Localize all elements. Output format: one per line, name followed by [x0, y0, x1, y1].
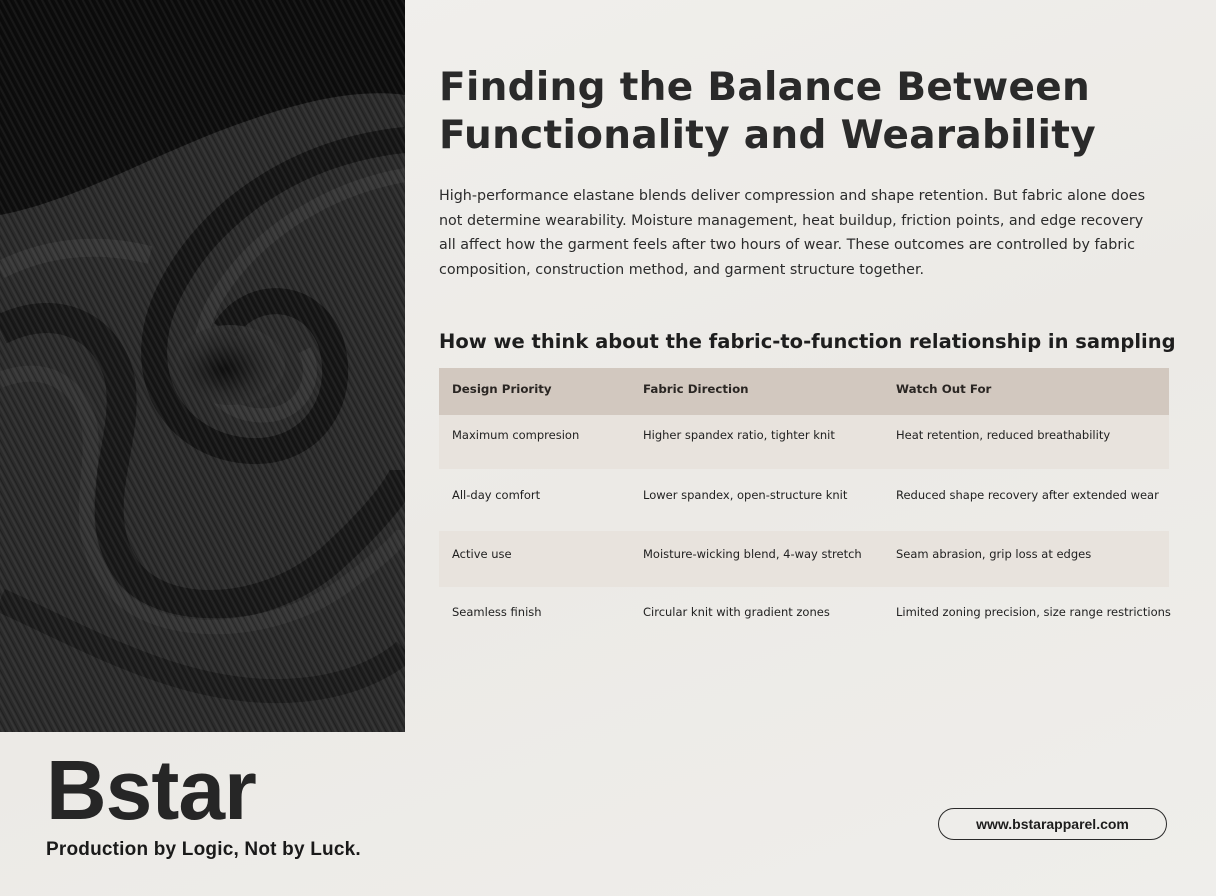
table-cell: Circular knit with gradient zones [643, 605, 830, 619]
table-cell: Heat retention, reduced breathability [896, 428, 1111, 442]
table-cell: Maximum compresion [452, 428, 580, 442]
intro-paragraph: High-performance elastane blends deliver compression and shape retention. But fabric alone does not determine wearability. Moisture management, heat buildup, friction points, and edge recovery all affect how the garment feels after two hours of wear. These outcomes are controlled by fabric composition, construction method, and garment structure together. [439, 188, 1146, 278]
header-fabric-direction: Fabric Direction [643, 382, 749, 396]
table-cell: Lower spandex, open-structure knit [643, 488, 848, 502]
table-header-row [439, 368, 1169, 415]
table-cell: All-day comfort [452, 488, 541, 502]
table-cell: Seamless finish [452, 605, 542, 619]
table-cell: Moisture-wicking blend, 4-way stretch [643, 547, 862, 561]
section-subheading: How we think about the fabric-to-function relationship in sampling [439, 330, 1176, 353]
table-row [439, 415, 1169, 469]
website-link-button[interactable]: www.bstarapparel.com [938, 808, 1167, 840]
black-knit-fabric-photo [0, 0, 405, 732]
title-line-1: Finding the Balance Between [439, 65, 1091, 110]
table-cell: Seam abrasion, grip loss at edges [896, 547, 1092, 561]
brand-tagline: Production by Logic, Not by Luck. [46, 839, 361, 860]
table-row [439, 587, 1169, 643]
header-design-priority: Design Priority [452, 382, 552, 396]
brand-block [46, 743, 361, 861]
table-cell: Higher spandex ratio, tighter knit [643, 428, 835, 442]
table-cell: Limited zoning precision, size range restrictions [896, 605, 1171, 619]
article-content [439, 64, 1179, 353]
page-title [439, 64, 1179, 160]
title-line-2: Functionality and Wearability [439, 113, 1096, 158]
header-watch-out-for: Watch Out For [896, 382, 992, 396]
table-cell: Active use [452, 547, 512, 561]
table-cell: Reduced shape recovery after extended wear [896, 488, 1159, 502]
fabric-function-table [439, 368, 1169, 643]
table-row [439, 531, 1169, 587]
table-row [439, 469, 1169, 531]
brand-logo: Bstar [46, 743, 256, 837]
